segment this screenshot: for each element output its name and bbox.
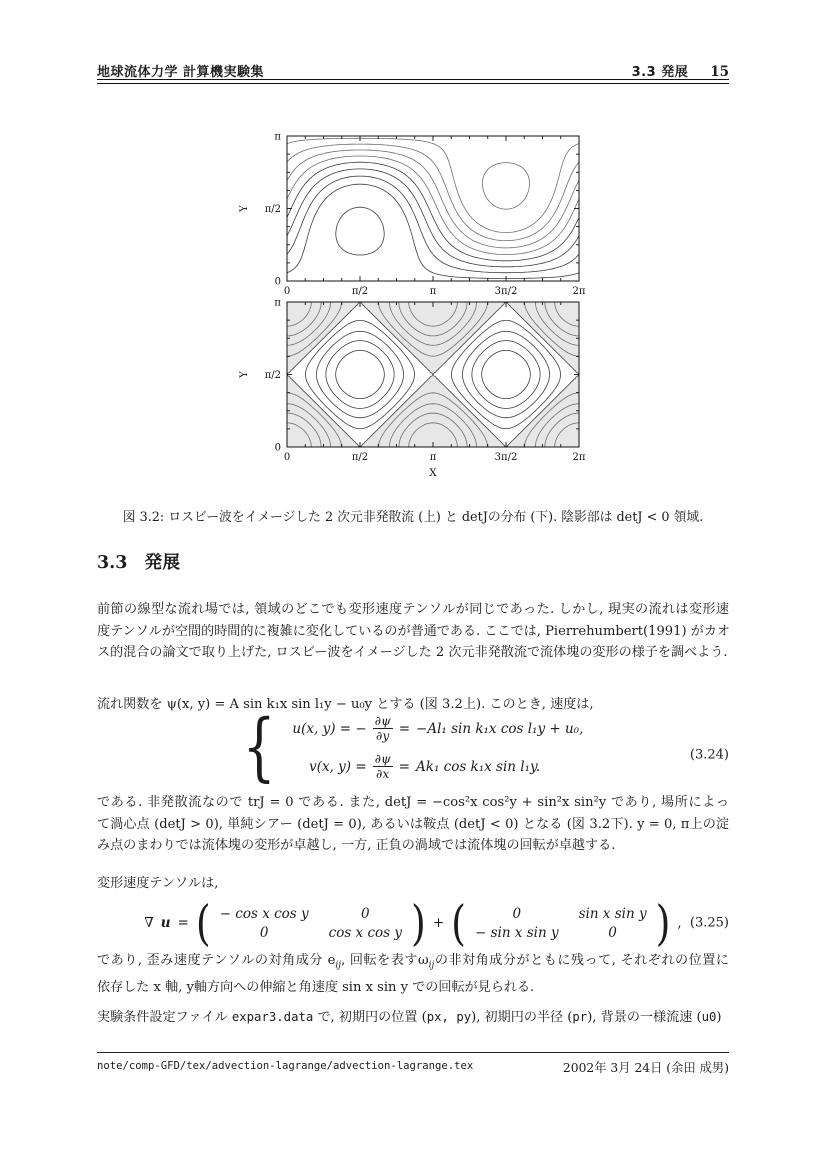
contour-plot-streamfunction xyxy=(228,122,612,304)
axis-tick-label: 0 xyxy=(274,276,281,288)
frac-denominator: ∂y xyxy=(376,729,390,744)
page-number: 15 xyxy=(710,64,729,80)
text-line: 前節の線型な流れ場では, 領域のどこでも変形速度テンソルが同じであった. しかし, 現実の流れは変形速 xyxy=(97,602,729,617)
text-line: 流れ関数を ψ(x, y) = A sin k₁x sin l₁y − u₀y とする (図 3.2上). このとき, 速度は, xyxy=(97,697,594,712)
comma: , xyxy=(677,915,682,931)
code-px-py: px, py xyxy=(426,1010,472,1024)
text-line: み点のまわりでは流体塊の変形が卓越し, 一方, 正負の渦域では流体塊の回転が卓越する. xyxy=(97,838,616,854)
paragraph-2 xyxy=(97,694,729,716)
velocity-vector: u xyxy=(160,915,171,931)
code-expar3-data: expar3.data xyxy=(231,1010,314,1024)
u-rhs: −Al₁ sin k₁x cos l₁y + u₀, xyxy=(416,720,584,737)
text-line: ス的混合の論文で取り上げた, ロスビー波をイメージした 2 次元非発散流で流体塊の変形の様子を調べよう. xyxy=(97,645,728,661)
footer-date-author: 2002年 3月 24日 (余田 成男) xyxy=(562,1061,729,1075)
rotation-matrix xyxy=(473,906,649,941)
axis-tick-label: 3π/2 xyxy=(494,452,518,463)
text-run: ), 初期円の半径 ( xyxy=(471,1010,573,1025)
text-run: 実験条件設定ファイル xyxy=(97,1010,232,1025)
equals-sign: = xyxy=(398,720,411,737)
subscript-ij: ij xyxy=(428,960,435,971)
text-line: て渦心点 (detJ > 0), 単純シアー (detJ = 0), あるいは鞍点 (detJ < 0) となる (図 3.2下). y = 0, π上の淀 xyxy=(97,816,729,832)
axis-tick-label: π xyxy=(274,297,281,309)
equation-row-u xyxy=(283,714,584,743)
text-line: である. 非発散流なので trJ = 0 である. また, detJ = −cos²x cos²y + sin²x sin²y であり, 場所によっ xyxy=(97,795,729,810)
matrix-cell: sin x sin y xyxy=(578,905,647,922)
contour-level xyxy=(287,176,579,273)
paragraph-3 xyxy=(97,792,729,857)
axis-tick-label: π xyxy=(429,452,437,463)
plot-frame xyxy=(287,136,579,281)
paragraph-1 xyxy=(97,599,729,664)
running-head-section: 3.3 発展 xyxy=(631,65,689,80)
partial-fraction xyxy=(373,714,393,743)
matrix-cell: − cos x cos y xyxy=(219,905,309,922)
text-line: 度テンソルが空間的時間的に複雑に変化しているのが普通である. ここでは, Pierrehumbert(1991) がカオ xyxy=(97,623,731,639)
equation-number: (3.25) xyxy=(689,915,729,931)
partial-fraction xyxy=(373,752,393,781)
equation-3-25: ∇ u = ( − cos x cos y 0 0 cos x cos y ) + ( 0 sin x sin y − sin x sin y 0 ) , (3.25) xyxy=(144,895,729,951)
nabla-symbol: ∇ xyxy=(144,915,154,931)
contour-lines xyxy=(287,138,579,278)
contour-plot-detj xyxy=(228,294,612,486)
axis-tick-label: 3π/2 xyxy=(494,286,518,297)
figure-caption: 図 3.2: ロスビー波をイメージした 2 次元非発散流 (上) と detJの分布 (下). 陰影部は detJ < 0 領域. xyxy=(122,510,704,525)
matrix-cell: cos x cos y xyxy=(328,924,402,941)
footer-file-path: note/comp-GFD/tex/advection-lagrange/advection-lagrange.tex xyxy=(97,1060,474,1072)
footer-rule xyxy=(97,1052,729,1053)
axis-tick-label: π/2 xyxy=(264,203,281,215)
axis-tick-label: π/2 xyxy=(351,286,369,297)
axis-tick-label: 2π xyxy=(572,286,586,297)
axis-tick-label: π xyxy=(429,286,437,297)
frac-numerator: ∂ψ xyxy=(374,752,391,767)
axis-tick-label: 0 xyxy=(274,442,281,454)
text-run: ) xyxy=(716,1010,722,1025)
code-u0: u0 xyxy=(701,1010,717,1024)
y-axis-label: Y xyxy=(239,205,250,212)
frac-numerator: ∂ψ xyxy=(374,714,391,728)
axis-ticks xyxy=(287,136,579,281)
matrix-cell: − sin x sin y xyxy=(474,924,559,941)
text-run: であり, 歪み速度テンソルの対角成分 e xyxy=(97,953,336,968)
section-title: 発展 xyxy=(144,553,181,573)
contour-level xyxy=(483,163,530,209)
x-axis-label: X xyxy=(429,467,437,479)
text-run: で, 初期円の位置 ( xyxy=(313,1010,427,1025)
frac-denominator: ∂x xyxy=(376,767,390,782)
section-heading xyxy=(97,549,180,574)
matrix-cell: 0 xyxy=(361,905,370,922)
contour-level xyxy=(336,207,384,255)
text-run: , 回転を表すω xyxy=(341,953,429,968)
paragraph-4 xyxy=(97,873,729,895)
section-number: 3.3 xyxy=(97,553,128,573)
text-run: ), 背景の一様流速 ( xyxy=(587,1010,702,1025)
axis-tick-label: 0 xyxy=(283,452,291,463)
paragraph-6 xyxy=(97,1007,729,1029)
axis-tick-label: 2π xyxy=(572,452,586,463)
running-head-title: 地球流体力学 計算機実験集 xyxy=(97,65,265,80)
paragraph-5 xyxy=(97,950,729,999)
code-pr: pr xyxy=(572,1010,588,1024)
matrix-cell: 0 xyxy=(608,924,617,941)
header-double-rule xyxy=(97,79,729,84)
text-line xyxy=(97,950,729,977)
axis-tick-label: π/2 xyxy=(264,369,281,381)
v-rhs: Ak₁ cos k₁x sin l₁y. xyxy=(416,758,541,775)
plus-sign: + xyxy=(432,915,445,931)
running-head-right xyxy=(632,61,729,80)
axis-tick-label: π xyxy=(274,131,281,143)
axis-tick-label: π/2 xyxy=(351,452,369,463)
equals-sign: = xyxy=(177,915,189,931)
contour-level xyxy=(287,144,579,241)
axis-tick-label: 0 xyxy=(283,286,291,297)
subscript-ij: ij xyxy=(335,960,342,971)
text-run: の非対角成分がともに残って, それぞれの位置に xyxy=(434,953,729,968)
v-lhs: v(x, y) = xyxy=(309,758,367,775)
equals-sign: = xyxy=(398,758,411,775)
text-line xyxy=(97,1007,729,1029)
contour-level xyxy=(287,156,579,255)
equation-3-24: { u(x, y) = − $\frac{\partial\psi}{\partial y}$ = −Al₁ sin k₁x cos l₁y + u₀, v(x, y) = $\frac{\partial\psi}{\partial x}$ = Ak₁ cos k₁x sin l₁y. (3.24) xyxy=(242,705,729,791)
text-line: 依存した x 軸, y軸方向への伸縮と角速度 sin x sin y での回転が見られる. xyxy=(97,980,535,996)
text-line: 変形速度テンソルは, xyxy=(97,876,219,891)
equation-row-v xyxy=(283,752,584,781)
matrix-cell: 0 xyxy=(259,924,269,941)
contour-level xyxy=(287,162,579,261)
y-axis-label: Y xyxy=(239,371,250,378)
u-lhs: u(x, y) = − xyxy=(292,720,367,737)
equation-number: (3.24) xyxy=(689,747,729,763)
strain-matrix xyxy=(218,906,404,941)
matrix-cell: 0 xyxy=(512,905,522,922)
